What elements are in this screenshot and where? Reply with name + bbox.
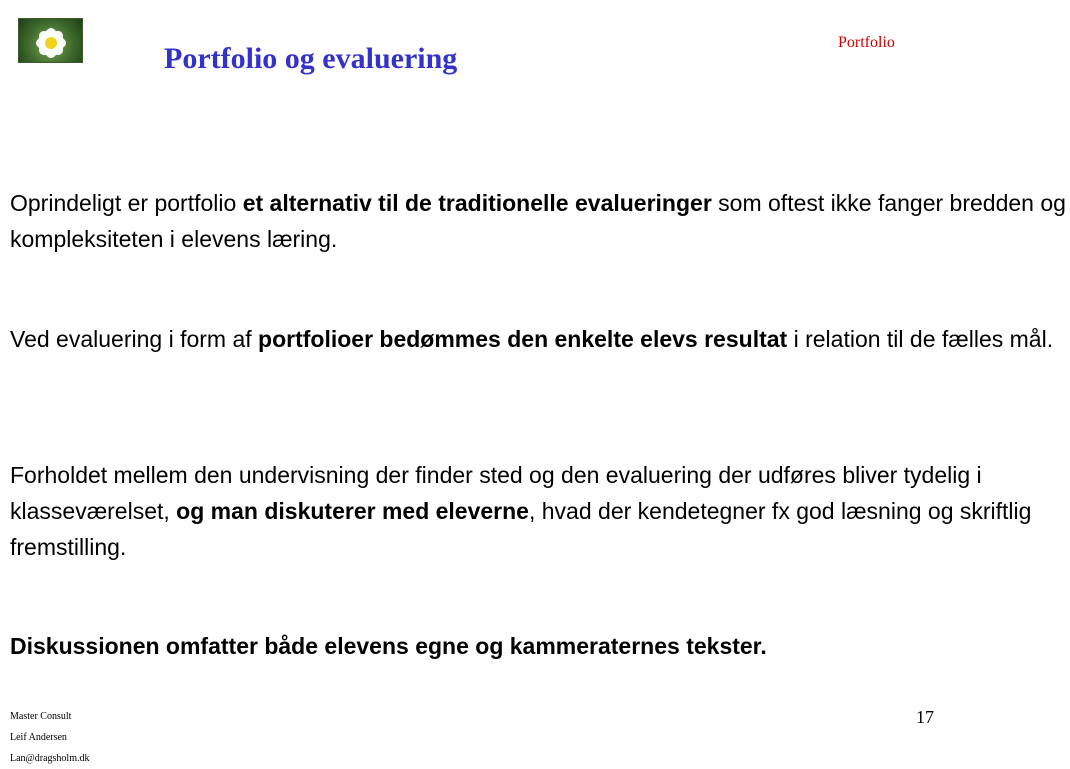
paragraph-3-post: , hvad der kendetegner fx god læsning og skriftlig fremstilling. (10, 498, 1032, 560)
paragraph-2-pre: Ved evaluering i form af (10, 326, 259, 352)
paragraph-3-bold: og man diskuterer med eleverne (176, 498, 529, 524)
paragraph-3 (10, 457, 1070, 565)
section-tag: Portfolio (838, 34, 895, 51)
paragraph-3-pre: Forholdet mellem den undervisning der finder sted og den evaluering der udføres bliver tydelig i klasseværelset, (10, 462, 982, 524)
footer-company: Master Consult (10, 711, 72, 722)
paragraph-2-post: i relation til de fælles mål. (787, 326, 1054, 352)
paragraph-1-post: som oftest ikke fanger bredden og kompleksiteten i elevens læring. (10, 190, 1066, 252)
footer (10, 706, 89, 769)
paragraph-1-pre: Oprindeligt er portfolio (10, 190, 243, 216)
paragraph-4 (10, 628, 1070, 664)
paragraph-4-bold: Diskussionen omfatter både elevens egne og kammeraternes tekster. (10, 633, 767, 659)
page-number: 17 (916, 707, 934, 727)
slide-title: Portfolio og evaluering (164, 42, 458, 75)
paragraph-2-bold: portfolioer bedømmes den enkelte elevs resultat (258, 326, 788, 352)
water-lily-icon (18, 18, 83, 63)
footer-author: Leif Andersen (10, 732, 67, 743)
paragraph-1-bold: et alternativ til de traditionelle evalueringer (242, 190, 712, 216)
paragraph-2 (10, 321, 1070, 357)
paragraph-1 (10, 185, 1070, 257)
footer-email: Lan@dragsholm.dk (10, 753, 90, 764)
